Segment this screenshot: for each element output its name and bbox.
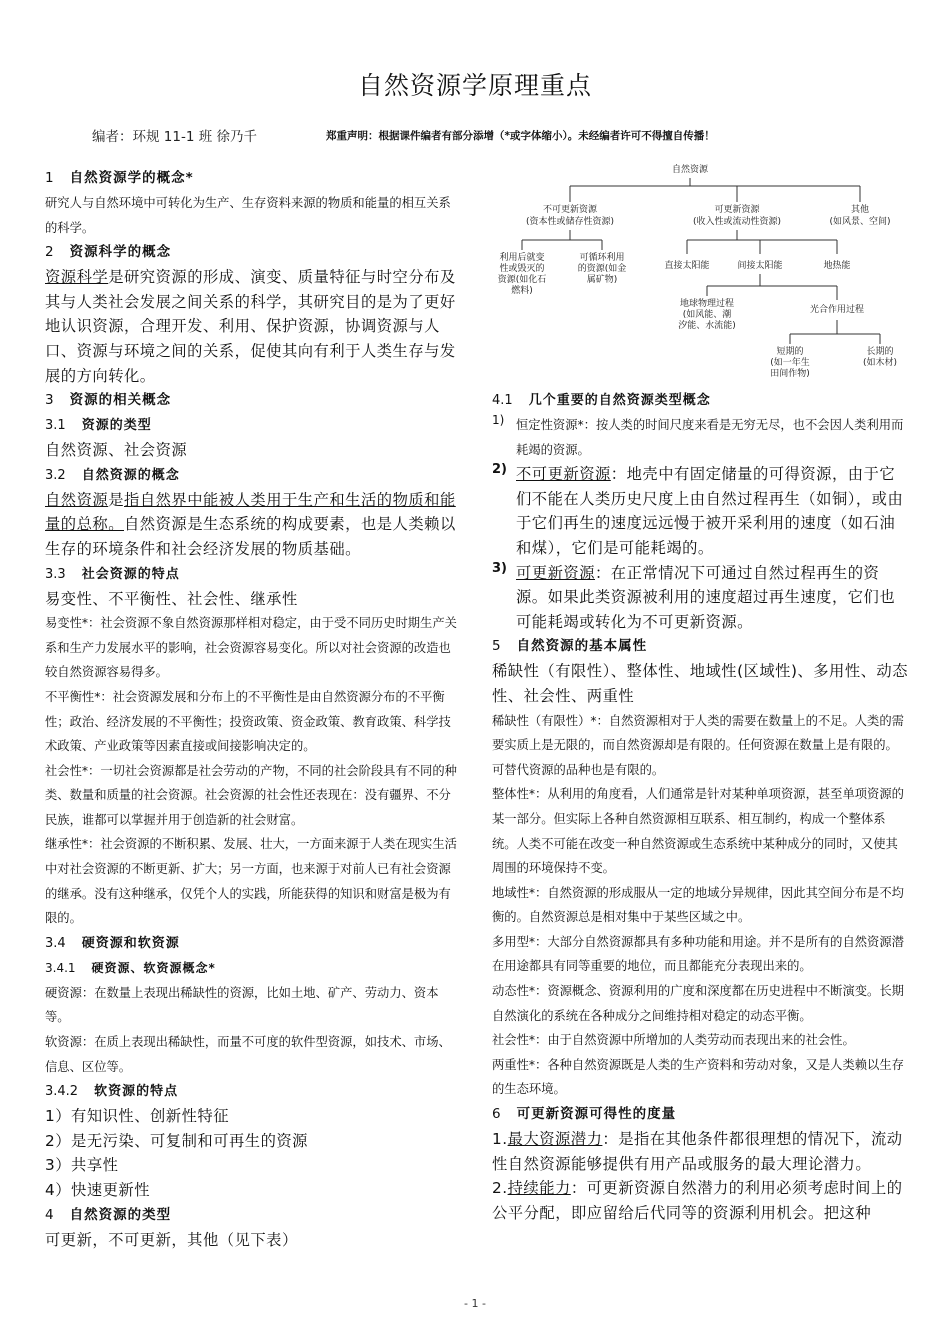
- paragraph: 多用型*：大部分自然资源都具有多种功能和用途。并不是所有的自然资源潜在用途都具有同等重要的地位，而且都能充分表现出来的。: [492, 934, 904, 974]
- page-title: 自然资源学原理重点: [357, 71, 592, 100]
- left-column: [45, 166, 459, 1252]
- list-item: 1）有知识性、创新性特征: [45, 1107, 229, 1126]
- underlined-term: 自然资源: [45, 490, 109, 509]
- paragraph: 动态性*：资源概念、资源利用的广度和深度都在历史进程中不断演变。长期自然演化的系统在各种成分之间维持相对稳定的动态平衡。: [492, 984, 904, 1023]
- diagram-node-recyclable-line: 的资源(如金: [577, 264, 627, 274]
- list-item: 3) 可更新资源：在正常情况下可通过自然过程再生的资源。如果此类资源被利用的速度超过再生速度，它们也可能耗竭或转化为不可更新资源。: [492, 560, 896, 631]
- author-line: 编者：环规 11-1 班 徐乃千: [92, 129, 258, 145]
- diagram-node-other-note: (如风景、空间): [829, 217, 891, 227]
- underlined-term: 最大资源潜力: [507, 1130, 603, 1149]
- resource-classification-diagram: [492, 158, 910, 386]
- paragraph: 社会性*：由于自然资源中所增加的人类劳动而表现出来的社会性。: [492, 1033, 855, 1048]
- list-item: 2.持续能力：可更新资源自然潜力的利用必须考虑时间上的公平分配，即应留给后代同等的资源利用机会。把这种: [492, 1179, 903, 1222]
- section-heading: 4 自然资源的类型: [45, 1206, 172, 1223]
- diagram-node-short-term-line: (如一年生: [770, 358, 810, 368]
- list-item: 2）是无污染、可复制和可再生的资源: [45, 1131, 308, 1150]
- list-item: 2) 不可更新资源：地壳中有固定储量的可得资源，由于它们不能在人类历史尺度上由自然过程再生（如铜），或由于它们再生的速度远远慢于被开采利用的速度（如石油和煤），它们是可能耗竭的。: [492, 462, 904, 557]
- paragraph: 软资源：在质上表现出稀缺性，而量不可度的软件型资源，如技术、市场、信息、区位等。: [45, 1035, 451, 1074]
- diagram-node-other: 其他: [850, 205, 870, 215]
- subsection-heading: 3.4 硬资源和软资源: [45, 935, 180, 951]
- paragraph: 稀缺性（有限性）、整体性、地域性(区域性)、多用性、动态性、社会性、两重性: [492, 662, 909, 705]
- underlined-term: 资源科学: [45, 268, 109, 287]
- paragraph: 不平衡性*：社会资源发展和分布上的不平衡性是由自然资源分布的不平衡性；政治、经济发展的不平衡性；投资政策、资金政策、教育政策、科学技术政策、产业政策等因素直接或间接影响决定的。: [45, 689, 451, 754]
- diagram-node-photosynthesis: 光合作用过程: [809, 305, 865, 315]
- section-heading: 3 资源的相关概念: [45, 392, 172, 409]
- paragraph: 稀缺性（有限性）*：自然资源相对于人类的需要在数量上的不足。人类的需要实质上是无限的，而自然资源却是有限的。任何资源在数量上是有限的。可替代资源的品种也是有限的。: [492, 713, 904, 777]
- diagram-node-indirect-solar: 间接太阳能: [737, 261, 783, 271]
- underlined-definition: 指自然界中能被人类用于生产和生活的物质和能量的总称。: [45, 490, 456, 534]
- paragraph: 资源科学是研究资源的形成、演变、质量特征与时空分布及其与人类社会发展之间关系的科学，其研究目的是为了更好地认识资源，合理开发、利用、保护资源，协调资源与人口、资源与环境之间的关系，促使其向有利于人类生存与发展的方向转化。: [45, 268, 456, 385]
- diagram-node-geophysical-line: 汐能、水流能): [678, 321, 736, 331]
- subsection-heading: 3.4.2 软资源的特点: [45, 1084, 179, 1100]
- list-item: 1.最大资源潜力：是指在其他条件都很理想的情况下，流动性自然资源能够提供有用产品或服务的最大理论潜力。: [492, 1130, 903, 1173]
- paragraph: 可更新，不可更新，其他（见下表）: [45, 1230, 298, 1249]
- paragraph: 易变性、不平衡性、社会性、继承性: [45, 589, 298, 608]
- diagram-node-long-term: 长期的: [866, 347, 894, 357]
- diagram-node-renewable-note: (收入性或流动性资源): [692, 217, 782, 227]
- diagram-node-root: 自然资源: [671, 165, 709, 175]
- subsection-heading: 4.1 几个重要的自然资源类型概念: [492, 393, 711, 408]
- right-column: [492, 388, 908, 1225]
- diagram-node-consumable-line: 燃料): [511, 286, 533, 296]
- diagram-node-renewable: 可更新资源: [714, 205, 760, 215]
- subsection-heading: 3.2 自然资源的概念: [45, 467, 180, 483]
- underlined-term: 持续能力: [507, 1179, 571, 1198]
- paragraph: 整体性*：从利用的角度看，人们通常是针对某种单项资源，甚至单项资源的某一部分。但实际上各种自然资源相互联系、相互制约，构成一个整体系统。人类不可能在改变一种自然资源或生态系统中某种成分的同时，又使其周围的环境保持不变。: [492, 787, 904, 876]
- paragraph: 自然资源、社会资源: [45, 441, 188, 460]
- diagram-node-short-term-line: 田间作物): [770, 369, 810, 379]
- paragraph: 两重性*：各种自然资源既是人类的生产资料和劳动对象，又是人类赖以生存的生态环境。: [492, 1057, 904, 1097]
- page-number: - 1 -: [464, 1297, 486, 1310]
- paragraph: 自然资源是指自然界中能被人类用于生产和生活的物质和能量的总称。自然资源是生态系统的构成要素，也是人类赖以生存的环境条件和社会经济发展的物质基础。: [45, 490, 456, 558]
- diagram-node-long-term-line: (如木材): [862, 358, 898, 368]
- section-heading: 2 资源科学的概念: [45, 244, 172, 261]
- diagram-node-short-term: 短期的: [776, 347, 804, 357]
- section-heading: 6 可更新资源可得性的度量: [492, 1106, 677, 1123]
- diagram-node-nonrenewable-note: (资本性或储存性资源): [525, 217, 615, 227]
- copyright-declaration: 郑重声明：根据课件编者有部分添增（*或字体缩小）。未经编者许可不得擅自传播！: [326, 130, 715, 142]
- underlined-term: 可更新资源: [516, 563, 595, 582]
- diagram-node-geophysical-line: (如风能、潮: [682, 310, 732, 320]
- section-heading: 5 自然资源的基本属性: [492, 638, 648, 655]
- paragraph: 继承性*：社会资源的不断积累、发展、壮大，一方面来源于人类在现实生活中对社会资源的不断更新、扩大；另一方面，也来源于对前人已有社会资源的继承。没有这种继承，仅凭个人的实践，所能获得的知识和财富是极为有限的。: [45, 837, 457, 926]
- diagram-node-consumable-line: 性或毁灭的: [499, 264, 545, 274]
- paragraph: 硬资源：在数量上表现出稀缺性的资源，比如土地、矿产、劳动力、资本等。: [45, 985, 439, 1025]
- section-heading: 1 自然资源学的概念*: [45, 170, 194, 186]
- subsection-heading: 3.4.1 硬资源、软资源概念*: [45, 960, 216, 975]
- diagram-node-geophysical: 地球物理过程: [679, 299, 735, 309]
- paragraph: 地域性*：自然资源的形成服从一定的地域分异规律，因此其空间分布是不均衡的。自然资源总是相对集中于某些区域之中。: [492, 885, 904, 925]
- list-item: 1) 恒定性资源*：按人类的时间尺度来看是无穷无尽，也不会因人类利用而耗竭的资源。: [492, 413, 904, 457]
- subsection-heading: 3.1 资源的类型: [45, 418, 152, 434]
- paragraph: 研究人与自然环境中可转化为生产、生存资料来源的物质和能量的相互关系的科学。: [45, 196, 451, 235]
- underlined-term: 不可更新资源: [516, 465, 611, 484]
- diagram-node-consumable-line: 资源(如化石: [497, 275, 547, 285]
- diagram-node-nonrenewable: 不可更新资源: [542, 205, 598, 215]
- paragraph: 社会性*：一切社会资源都是社会劳动的产物，不同的社会阶段具有不同的种类、数量和质量的社会资源。社会资源的社会性还表现在：没有疆界、不分民族，谁都可以掌握并用于创造新的社会财富。: [45, 763, 457, 827]
- list-item: 3）共享性: [45, 1156, 119, 1175]
- diagram-node-geothermal: 地热能: [823, 261, 851, 271]
- diagram-node-consumable: 利用后就变: [499, 253, 545, 263]
- diagram-node-recyclable-line: 属矿物): [586, 275, 618, 285]
- subsection-heading: 3.3 社会资源的特点: [45, 566, 180, 582]
- paragraph: 易变性*：社会资源不象自然资源那样相对稳定，由于受不同历史时期生产关系和生产力发展水平的影响，社会资源容易变化。所以对社会资源的改造也较自然资源容易得多。: [45, 616, 457, 680]
- diagram-node-direct-solar: 直接太阳能: [664, 261, 710, 271]
- diagram-node-recyclable: 可循环利用: [579, 253, 625, 263]
- list-item: 4）快速更新性: [45, 1181, 151, 1199]
